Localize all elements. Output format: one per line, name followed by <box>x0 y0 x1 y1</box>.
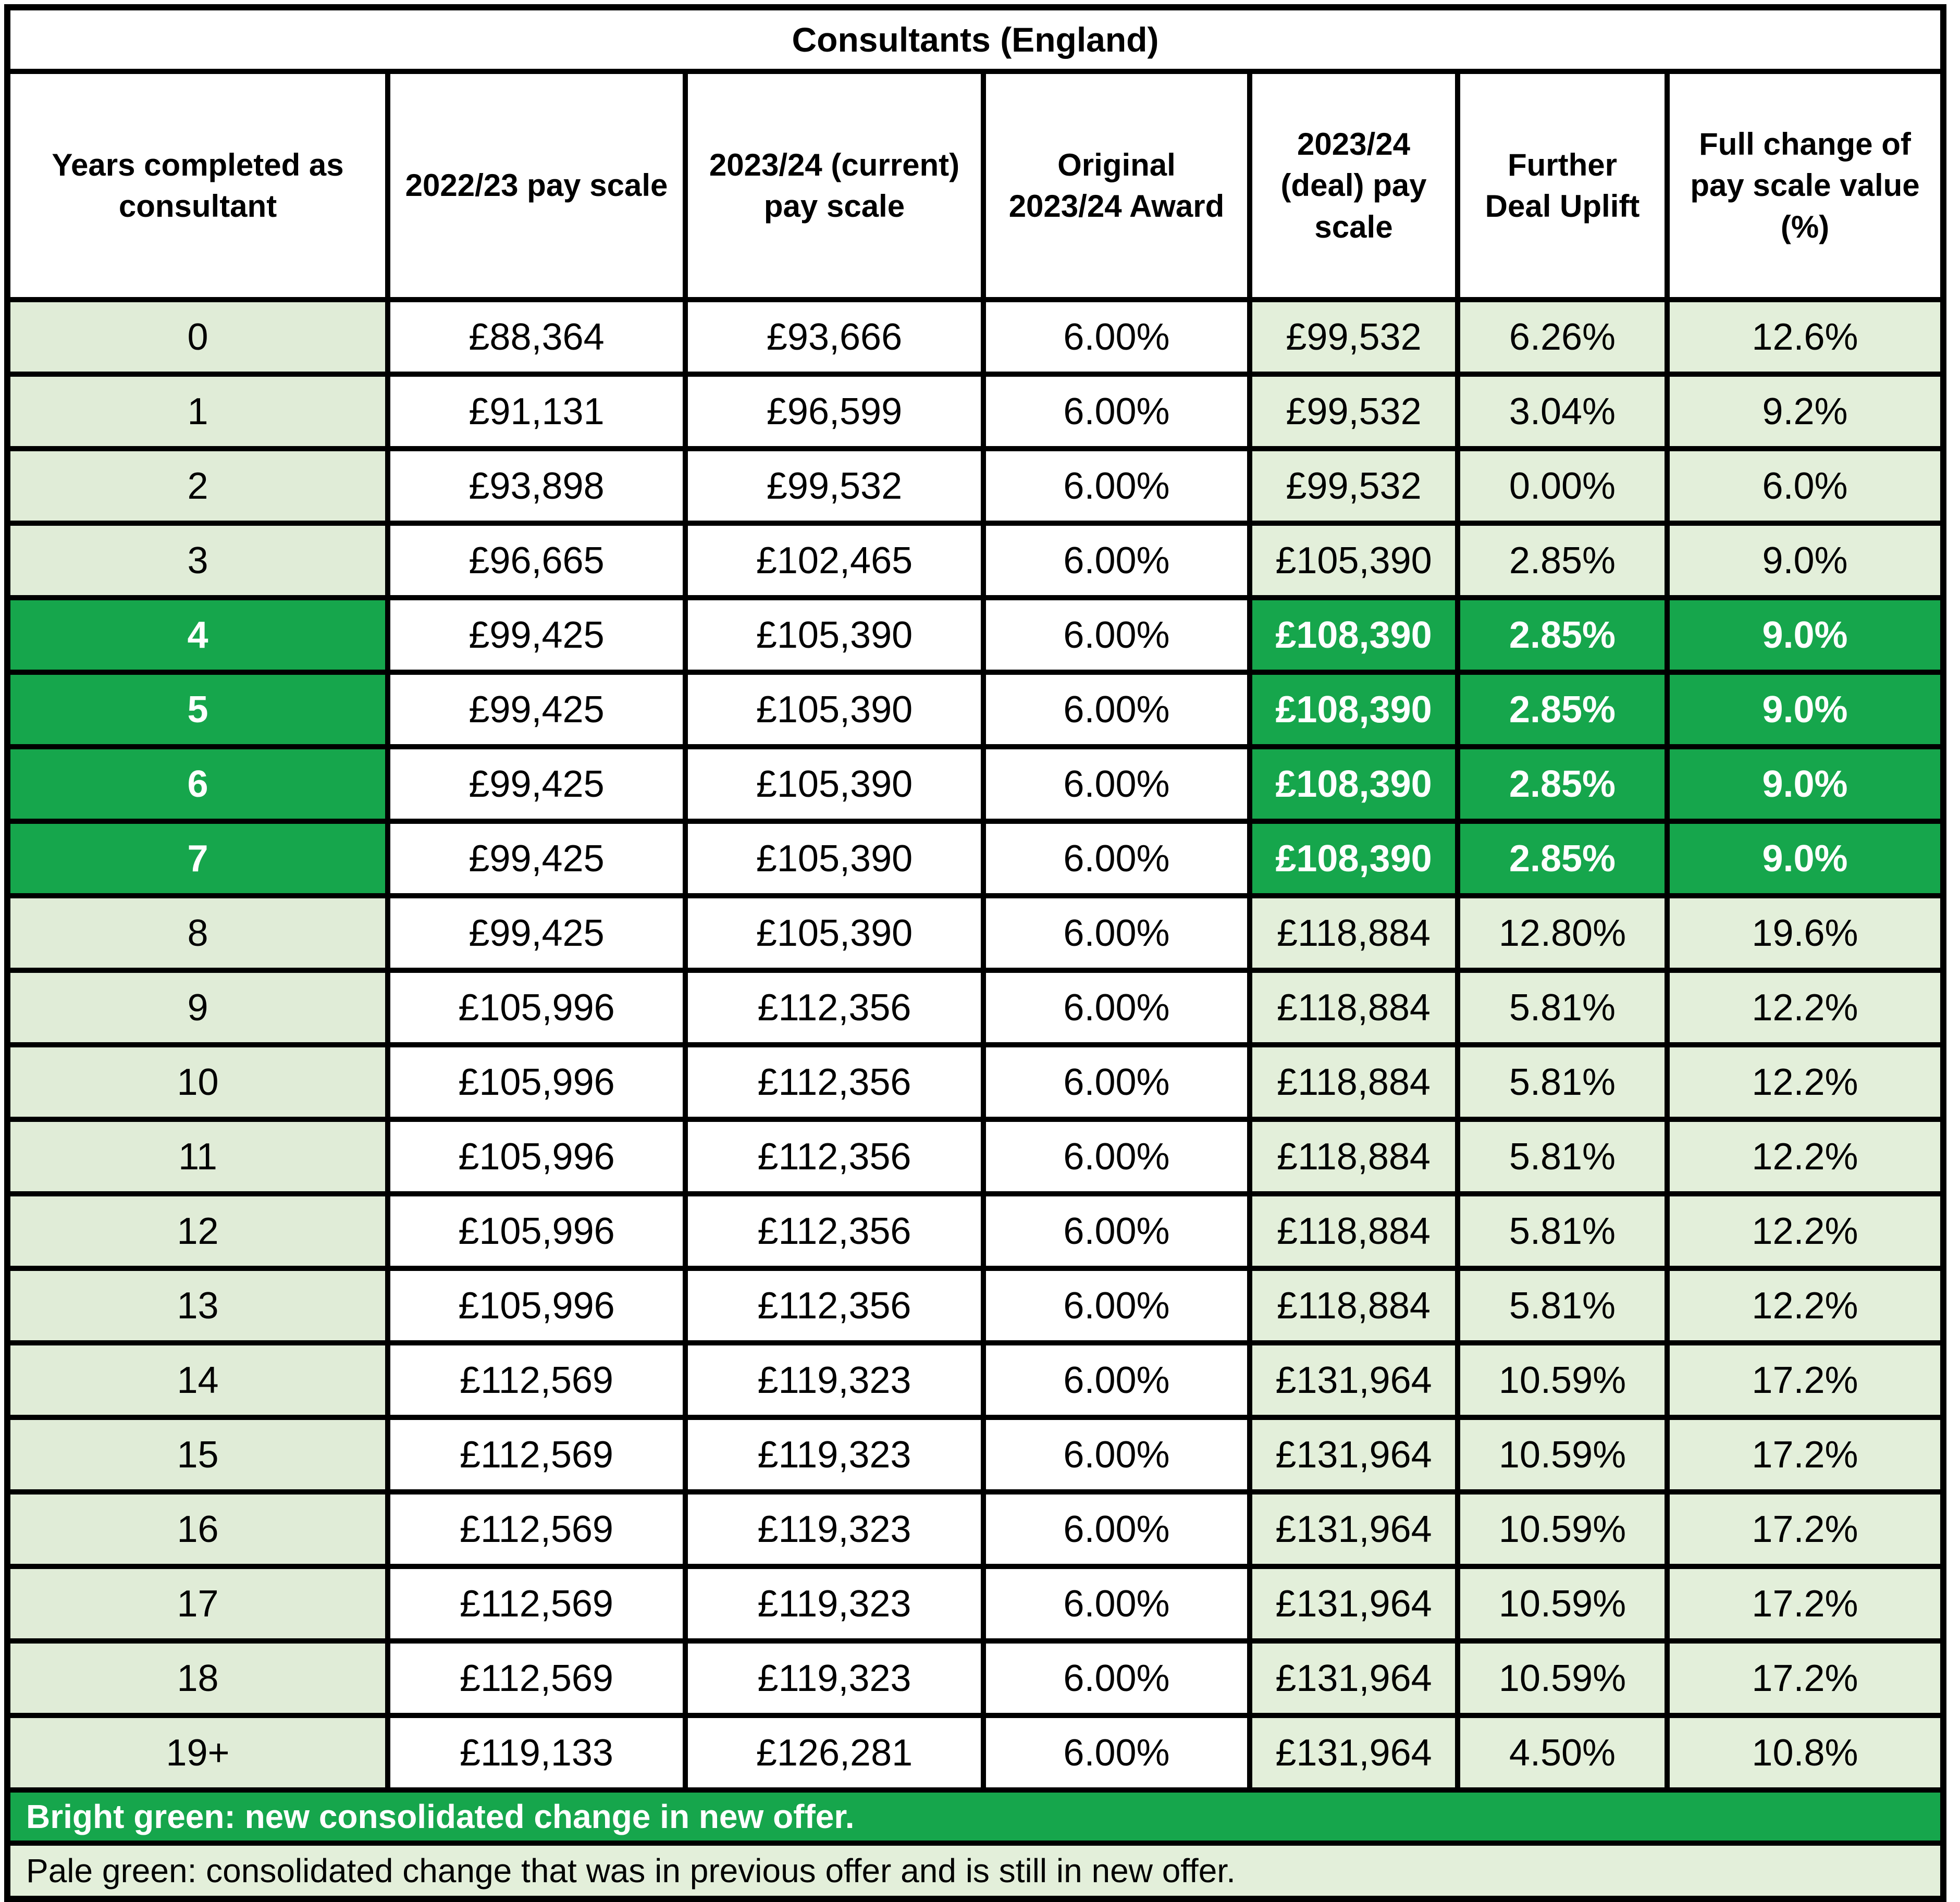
cell-pay-2023-24-current: £119,323 <box>685 1492 983 1566</box>
cell-pay-2023-24-deal: £108,390 <box>1250 598 1458 672</box>
col-header-full-change-value: Full change of pay scale value (%) <box>1667 71 1943 300</box>
cell-pay-2022-23: £99,425 <box>388 896 685 970</box>
table-row <box>7 523 1943 598</box>
cell-pay-2023-24-deal: £118,884 <box>1250 1045 1458 1119</box>
cell-full-change: 12.2% <box>1667 1119 1943 1194</box>
table-row <box>7 1641 1943 1715</box>
cell-full-change: 12.2% <box>1667 1194 1943 1268</box>
cell-pay-2022-23: £99,425 <box>388 747 685 821</box>
cell-original-award: 6.00% <box>983 300 1250 374</box>
cell-full-change: 9.0% <box>1667 821 1943 896</box>
cell-pay-2023-24-deal: £131,964 <box>1250 1417 1458 1492</box>
cell-pay-2023-24-current: £112,356 <box>685 1268 983 1343</box>
table-row <box>7 1268 1943 1343</box>
cell-original-award: 6.00% <box>983 1566 1250 1641</box>
cell-further-deal-uplift: 2.85% <box>1458 821 1667 896</box>
cell-pay-2022-23: £105,996 <box>388 1119 685 1194</box>
cell-full-change: 17.2% <box>1667 1417 1943 1492</box>
cell-full-change: 9.0% <box>1667 747 1943 821</box>
cell-years: 18 <box>7 1641 388 1715</box>
cell-years: 4 <box>7 598 388 672</box>
cell-pay-2023-24-deal: £99,532 <box>1250 449 1458 523</box>
cell-pay-2023-24-deal: £131,964 <box>1250 1715 1458 1790</box>
cell-years: 2 <box>7 449 388 523</box>
col-header-2023-24-current-pay: 2023/24 (current) pay scale <box>685 71 983 300</box>
cell-pay-2023-24-current: £105,390 <box>685 598 983 672</box>
cell-pay-2023-24-deal: £131,964 <box>1250 1641 1458 1715</box>
cell-full-change: 9.0% <box>1667 672 1943 747</box>
legend-pale-green-label: Pale green: consolidated change that was in previous offer and is still in new offer. <box>7 1843 1943 1899</box>
table-row <box>7 821 1943 896</box>
table-row <box>7 449 1943 523</box>
cell-full-change: 17.2% <box>1667 1566 1943 1641</box>
cell-years: 19+ <box>7 1715 388 1790</box>
cell-original-award: 6.00% <box>983 1343 1250 1417</box>
cell-pay-2022-23: £105,996 <box>388 970 685 1045</box>
col-header-further-deal-uplift: Further Deal Uplift <box>1458 71 1667 300</box>
table-row <box>7 1343 1943 1417</box>
table-row <box>7 1045 1943 1119</box>
cell-further-deal-uplift: 5.81% <box>1458 1119 1667 1194</box>
cell-further-deal-uplift: 5.81% <box>1458 1045 1667 1119</box>
cell-years: 6 <box>7 747 388 821</box>
col-header-years-completed: Years completed as consultant <box>7 71 388 300</box>
cell-further-deal-uplift: 10.59% <box>1458 1343 1667 1417</box>
table-row <box>7 970 1943 1045</box>
cell-years: 3 <box>7 523 388 598</box>
cell-full-change: 12.2% <box>1667 1045 1943 1119</box>
cell-full-change: 17.2% <box>1667 1343 1943 1417</box>
cell-original-award: 6.00% <box>983 1492 1250 1566</box>
cell-further-deal-uplift: 12.80% <box>1458 896 1667 970</box>
cell-pay-2022-23: £112,569 <box>388 1417 685 1492</box>
cell-full-change: 6.0% <box>1667 449 1943 523</box>
legend-bright-green-label: Bright green: new consolidated change in new offer. <box>7 1790 1943 1843</box>
table-row <box>7 1417 1943 1492</box>
cell-original-award: 6.00% <box>983 1641 1250 1715</box>
cell-original-award: 6.00% <box>983 449 1250 523</box>
cell-full-change: 10.8% <box>1667 1715 1943 1790</box>
cell-original-award: 6.00% <box>983 970 1250 1045</box>
cell-pay-2023-24-deal: £118,884 <box>1250 896 1458 970</box>
table-row <box>7 896 1943 970</box>
cell-years: 15 <box>7 1417 388 1492</box>
cell-pay-2022-23: £99,425 <box>388 821 685 896</box>
cell-years: 8 <box>7 896 388 970</box>
cell-pay-2022-23: £99,425 <box>388 672 685 747</box>
cell-pay-2023-24-deal: £131,964 <box>1250 1566 1458 1641</box>
cell-pay-2023-24-deal: £131,964 <box>1250 1343 1458 1417</box>
cell-pay-2023-24-deal: £118,884 <box>1250 970 1458 1045</box>
table-row <box>7 1119 1943 1194</box>
cell-years: 0 <box>7 300 388 374</box>
cell-pay-2023-24-deal: £108,390 <box>1250 672 1458 747</box>
cell-pay-2023-24-deal: £99,532 <box>1250 300 1458 374</box>
cell-pay-2022-23: £105,996 <box>388 1045 685 1119</box>
cell-full-change: 12.2% <box>1667 1268 1943 1343</box>
cell-pay-2023-24-deal: £105,390 <box>1250 523 1458 598</box>
cell-pay-2022-23: £105,996 <box>388 1268 685 1343</box>
cell-years: 9 <box>7 970 388 1045</box>
cell-years: 11 <box>7 1119 388 1194</box>
table-row <box>7 747 1943 821</box>
cell-pay-2022-23: £112,569 <box>388 1566 685 1641</box>
cell-pay-2023-24-current: £105,390 <box>685 747 983 821</box>
cell-pay-2023-24-current: £119,323 <box>685 1641 983 1715</box>
cell-pay-2023-24-current: £105,390 <box>685 821 983 896</box>
cell-years: 14 <box>7 1343 388 1417</box>
cell-years: 16 <box>7 1492 388 1566</box>
cell-original-award: 6.00% <box>983 1119 1250 1194</box>
cell-pay-2023-24-current: £99,532 <box>685 449 983 523</box>
table-row <box>7 1194 1943 1268</box>
cell-pay-2023-24-deal: £118,884 <box>1250 1268 1458 1343</box>
cell-full-change: 17.2% <box>1667 1641 1943 1715</box>
cell-years: 7 <box>7 821 388 896</box>
cell-pay-2023-24-deal: £131,964 <box>1250 1492 1458 1566</box>
cell-further-deal-uplift: 4.50% <box>1458 1715 1667 1790</box>
cell-original-award: 6.00% <box>983 598 1250 672</box>
cell-original-award: 6.00% <box>983 747 1250 821</box>
cell-years: 5 <box>7 672 388 747</box>
cell-pay-2023-24-deal: £99,532 <box>1250 374 1458 449</box>
cell-pay-2023-24-deal: £108,390 <box>1250 747 1458 821</box>
cell-pay-2023-24-current: £119,323 <box>685 1566 983 1641</box>
header-row <box>7 71 1943 300</box>
cell-original-award: 6.00% <box>983 821 1250 896</box>
cell-pay-2022-23: £93,898 <box>388 449 685 523</box>
cell-pay-2022-23: £112,569 <box>388 1492 685 1566</box>
cell-original-award: 6.00% <box>983 374 1250 449</box>
cell-full-change: 9.0% <box>1667 523 1943 598</box>
cell-further-deal-uplift: 2.85% <box>1458 672 1667 747</box>
cell-pay-2023-24-deal: £118,884 <box>1250 1194 1458 1268</box>
cell-pay-2022-23: £88,364 <box>388 300 685 374</box>
cell-pay-2023-24-current: £112,356 <box>685 970 983 1045</box>
cell-original-award: 6.00% <box>983 1268 1250 1343</box>
cell-pay-2023-24-current: £93,666 <box>685 300 983 374</box>
title-row <box>7 7 1943 71</box>
cell-further-deal-uplift: 5.81% <box>1458 1194 1667 1268</box>
table-row <box>7 374 1943 449</box>
cell-years: 17 <box>7 1566 388 1641</box>
cell-pay-2023-24-current: £105,390 <box>685 672 983 747</box>
cell-pay-2022-23: £112,569 <box>388 1641 685 1715</box>
cell-pay-2023-24-current: £119,323 <box>685 1343 983 1417</box>
col-header-2023-24-deal-pay: 2023/24 (deal) pay scale <box>1250 71 1458 300</box>
table-row <box>7 300 1943 374</box>
cell-original-award: 6.00% <box>983 672 1250 747</box>
cell-pay-2022-23: £119,133 <box>388 1715 685 1790</box>
cell-further-deal-uplift: 3.04% <box>1458 374 1667 449</box>
consultants-pay-table <box>4 4 1946 1902</box>
cell-full-change: 12.6% <box>1667 300 1943 374</box>
cell-pay-2023-24-current: £112,356 <box>685 1194 983 1268</box>
cell-pay-2022-23: £99,425 <box>388 598 685 672</box>
cell-pay-2023-24-deal: £108,390 <box>1250 821 1458 896</box>
table-row <box>7 1715 1943 1790</box>
cell-original-award: 6.00% <box>983 1045 1250 1119</box>
legend-row-bright <box>7 1790 1943 1843</box>
cell-years: 1 <box>7 374 388 449</box>
table-row <box>7 1566 1943 1641</box>
cell-further-deal-uplift: 5.81% <box>1458 1268 1667 1343</box>
cell-further-deal-uplift: 0.00% <box>1458 449 1667 523</box>
cell-pay-2023-24-current: £96,599 <box>685 374 983 449</box>
cell-pay-2023-24-current: £102,465 <box>685 523 983 598</box>
cell-further-deal-uplift: 2.85% <box>1458 598 1667 672</box>
legend-row-pale <box>7 1843 1943 1899</box>
table-row <box>7 598 1943 672</box>
cell-full-change: 19.6% <box>1667 896 1943 970</box>
cell-further-deal-uplift: 10.59% <box>1458 1641 1667 1715</box>
table-row <box>7 1492 1943 1566</box>
cell-pay-2023-24-current: £119,323 <box>685 1417 983 1492</box>
col-header-original-award: Original 2023/24 Award <box>983 71 1250 300</box>
cell-pay-2022-23: £112,569 <box>388 1343 685 1417</box>
cell-pay-2023-24-deal: £118,884 <box>1250 1119 1458 1194</box>
cell-pay-2022-23: £91,131 <box>388 374 685 449</box>
cell-pay-2023-24-current: £105,390 <box>685 896 983 970</box>
cell-years: 12 <box>7 1194 388 1268</box>
table-row <box>7 672 1943 747</box>
cell-pay-2023-24-current: £112,356 <box>685 1045 983 1119</box>
cell-pay-2022-23: £105,996 <box>388 1194 685 1268</box>
cell-further-deal-uplift: 5.81% <box>1458 970 1667 1045</box>
cell-further-deal-uplift: 10.59% <box>1458 1492 1667 1566</box>
cell-full-change: 12.2% <box>1667 970 1943 1045</box>
cell-full-change: 17.2% <box>1667 1492 1943 1566</box>
cell-further-deal-uplift: 2.85% <box>1458 523 1667 598</box>
cell-further-deal-uplift: 2.85% <box>1458 747 1667 821</box>
cell-pay-2023-24-current: £126,281 <box>685 1715 983 1790</box>
cell-pay-2023-24-current: £112,356 <box>685 1119 983 1194</box>
cell-pay-2022-23: £96,665 <box>388 523 685 598</box>
col-header-2022-23-pay-scale: 2022/23 pay scale <box>388 71 685 300</box>
cell-original-award: 6.00% <box>983 1194 1250 1268</box>
cell-years: 10 <box>7 1045 388 1119</box>
cell-original-award: 6.00% <box>983 1417 1250 1492</box>
cell-original-award: 6.00% <box>983 896 1250 970</box>
cell-original-award: 6.00% <box>983 1715 1250 1790</box>
cell-further-deal-uplift: 6.26% <box>1458 300 1667 374</box>
cell-years: 13 <box>7 1268 388 1343</box>
cell-further-deal-uplift: 10.59% <box>1458 1417 1667 1492</box>
cell-original-award: 6.00% <box>983 523 1250 598</box>
cell-full-change: 9.2% <box>1667 374 1943 449</box>
table-title: Consultants (England) <box>7 7 1943 71</box>
pay-table-body <box>7 300 1943 1790</box>
cell-full-change: 9.0% <box>1667 598 1943 672</box>
cell-further-deal-uplift: 10.59% <box>1458 1566 1667 1641</box>
